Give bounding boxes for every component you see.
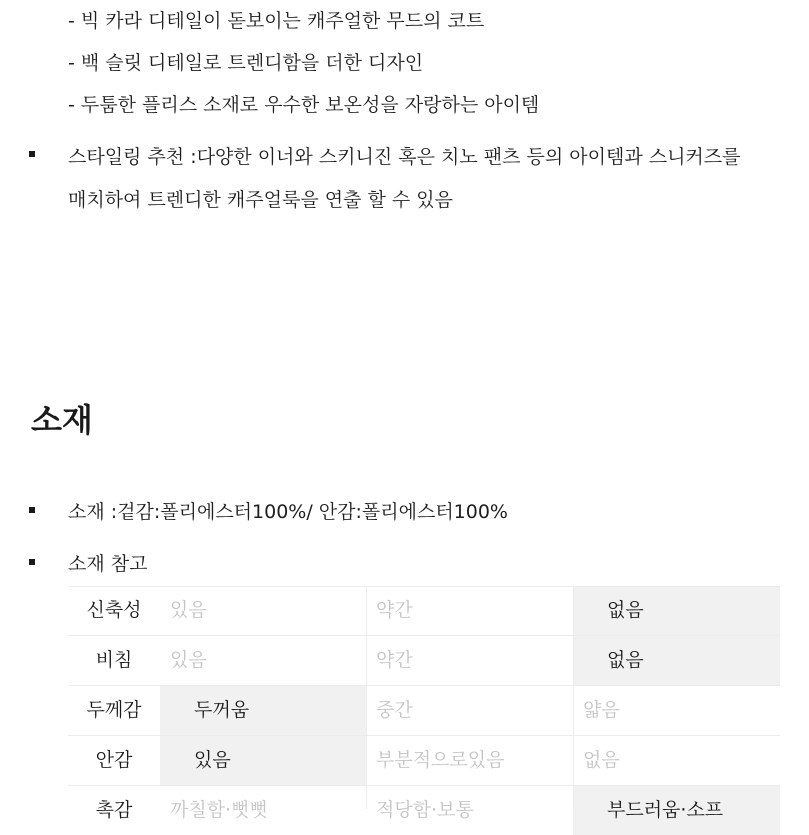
table-divider [68, 635, 780, 636]
table-row [68, 736, 780, 785]
detail-line-fleece: - 두툼한 플리스 소재로 우수한 보온성을 자랑하는 아이템 [68, 94, 540, 116]
table-divider [573, 586, 574, 809]
option-cell-selected: 부드러움·소프 [573, 786, 780, 835]
section-title: 소재 [31, 401, 93, 439]
bullet-icon [29, 151, 35, 157]
table-row [68, 586, 780, 635]
bullet-icon [29, 559, 35, 565]
bullet-icon [29, 507, 35, 513]
detail-line-slit: - 백 슬릿 디테일로 트렌디함을 더한 디자인 [68, 52, 424, 74]
option-cell: 부분적으로있음 [366, 736, 573, 785]
option-cell: 있음 [160, 636, 366, 685]
option-cell: 중간 [366, 686, 573, 735]
option-cell-selected: 있음 [160, 736, 366, 785]
option-cell: 약간 [366, 586, 573, 635]
table-row [68, 636, 780, 685]
row-label: 두께감 [68, 686, 160, 735]
option-cell: 얇음 [573, 686, 780, 735]
option-cell: 있음 [160, 586, 366, 635]
table-divider [68, 785, 780, 786]
table-divider [68, 735, 780, 736]
option-cell: 약간 [366, 636, 573, 685]
option-cell: 까칠함·뻣뻣 [160, 786, 366, 835]
row-label: 촉감 [68, 786, 160, 835]
row-label: 안감 [68, 736, 160, 785]
material-ref-label: 소재 참고 [68, 553, 148, 575]
option-cell-selected: 두꺼움 [160, 686, 366, 735]
option-cell: 적당함·보통 [366, 786, 573, 835]
styling-line-2: 매치하여 트렌디한 캐주얼룩을 연출 할 수 있음 [68, 189, 453, 211]
row-label: 비침 [68, 636, 160, 685]
table-row [68, 786, 780, 835]
styling-line-1: 스타일링 추천 :다양한 이너와 스키니진 혹은 치노 팬츠 등의 아이템과 스니커즈를 [68, 146, 741, 168]
material-composition: 소재 :겉감:폴리에스터100%/ 안감:폴리에스터100% [68, 501, 508, 523]
detail-line-collar: - 빅 카라 디테일이 돋보이는 캐주얼한 무드의 코트 [68, 10, 485, 32]
table-row [68, 686, 780, 735]
option-cell: 없음 [573, 736, 780, 785]
table-divider [366, 586, 367, 809]
table-divider [68, 586, 780, 587]
option-cell-selected: 없음 [573, 636, 780, 685]
table-divider [68, 685, 780, 686]
row-label: 신축성 [68, 586, 160, 635]
option-cell-selected: 없음 [573, 586, 780, 635]
